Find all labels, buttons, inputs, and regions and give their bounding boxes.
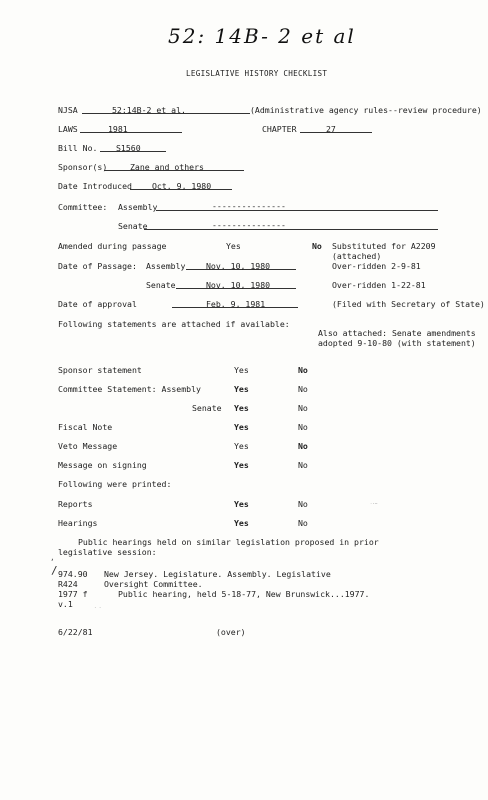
row-label: Fiscal Note — [58, 422, 113, 432]
sponsor-value: Zane and others — [130, 162, 204, 172]
substituted-text: Substituted for A2209 — [332, 241, 436, 251]
override-2: Over-ridden 1-22-81 — [332, 280, 426, 290]
committee-assembly-label: Assembly — [118, 202, 158, 212]
row-label: Reports — [58, 499, 93, 509]
laws-value: 1981 — [108, 124, 128, 134]
date-introduced-label: Date Introduced — [58, 181, 132, 191]
row-label: Following were printed: — [58, 479, 172, 489]
row-yes: Yes — [234, 518, 249, 528]
row-no: No — [298, 441, 308, 451]
amended-no: No — [312, 241, 322, 251]
stray-pen-mark: ⁻·‒ — [370, 501, 378, 506]
passage-assembly-value: Nov. 10, 1980 — [206, 261, 271, 271]
stray-dot-mark: · · — [94, 605, 102, 610]
row-label: Sponsor statement — [58, 365, 142, 375]
committee-senate-field — [144, 220, 438, 230]
row-yes: Yes — [234, 499, 249, 509]
chapter-label: CHAPTER — [262, 124, 297, 134]
committee-label: Committee: — [58, 202, 108, 212]
row-no: No — [298, 384, 308, 394]
date-introduced-value: Oct. 9, 1980 — [152, 181, 212, 191]
also-attached-1: Also attached: Senate amendments — [318, 328, 476, 338]
row-label: Message on signing — [58, 460, 147, 470]
row-no: No — [298, 499, 308, 509]
following-attached: Following statements are attached if available: — [58, 319, 290, 329]
row-label: Senate — [192, 403, 222, 413]
row-label: Committee Statement: Assembly — [58, 384, 201, 394]
row-yes: Yes — [234, 384, 249, 394]
laws-field — [80, 123, 182, 133]
amended-label: Amended during passage — [58, 241, 167, 251]
ref-call-number: 974.90 — [58, 569, 88, 579]
amended-yes: Yes — [226, 241, 241, 251]
margin-bracket-mark: / — [51, 564, 58, 577]
ref-line: Public hearing, held 5-18-77, New Brunswick...1977. — [118, 589, 370, 599]
handwritten-title: 52: 14B- 2 et al — [168, 24, 356, 48]
passage-label: Date of Passage: — [58, 261, 137, 271]
substituted-note: (attached) — [332, 251, 382, 261]
row-no: No — [298, 422, 308, 432]
row-yes: Yes — [234, 422, 249, 432]
committee-assembly-field — [156, 201, 438, 211]
laws-label: LAWS — [58, 124, 78, 134]
approval-value: Feb. 9, 1981 — [206, 299, 266, 309]
row-yes: Yes — [234, 441, 249, 451]
row-label: Hearings — [58, 518, 98, 528]
chapter-field — [300, 123, 372, 133]
public-hearings-line-1: Public hearings held on similar legislation proposed in prior — [78, 537, 379, 547]
committee-senate-value: --------------- — [212, 220, 286, 230]
passage-senate-label: Senate — [146, 280, 176, 290]
public-hearings-line-2: legislative session: — [58, 547, 157, 557]
margin-pen-mark: , — [50, 553, 55, 562]
chapter-value: 27 — [326, 124, 336, 134]
njsa-value: 52:14B-2 et al. — [112, 105, 186, 115]
footer-over: (over) — [216, 627, 246, 637]
sponsor-label: Sponsor(s) — [58, 162, 108, 172]
approval-label: Date of approval — [58, 299, 137, 309]
also-attached-2: adopted 9-10-80 (with statement) — [318, 338, 476, 348]
njsa-label: NJSA — [58, 105, 78, 115]
row-yes: Yes — [234, 460, 249, 470]
bill-value: S1560 — [116, 143, 141, 153]
row-label: Veto Message — [58, 441, 118, 451]
passage-assembly-label: Assembly — [146, 261, 186, 271]
override-1: Over-ridden 2-9-81 — [332, 261, 421, 271]
committee-senate-label: Senate — [118, 221, 148, 231]
ref-call-number: v.1 — [58, 599, 73, 609]
row-no: No — [298, 518, 308, 528]
committee-assembly-value: --------------- — [212, 201, 286, 211]
row-yes: Yes — [234, 365, 249, 375]
row-yes: Yes — [234, 403, 249, 413]
row-no: No — [298, 365, 308, 375]
row-no: No — [298, 403, 308, 413]
ref-call-number: 1977 f — [58, 589, 88, 599]
page-title: LEGISLATIVE HISTORY CHECKLIST — [186, 69, 328, 78]
passage-senate-value: Nov. 10, 1980 — [206, 280, 271, 290]
row-no: No — [298, 460, 308, 470]
ref-line: Oversight Committee. — [104, 579, 203, 589]
njsa-note: (Administrative agency rules--review procedure) — [250, 105, 482, 115]
ref-call-number: R424 — [58, 579, 78, 589]
filed-note: (Filed with Secretary of State) — [332, 299, 485, 309]
footer-date: 6/22/81 — [58, 627, 93, 637]
ref-line: New Jersey. Legislature. Assembly. Legislative — [104, 569, 331, 579]
bill-label: Bill No. — [58, 143, 98, 153]
